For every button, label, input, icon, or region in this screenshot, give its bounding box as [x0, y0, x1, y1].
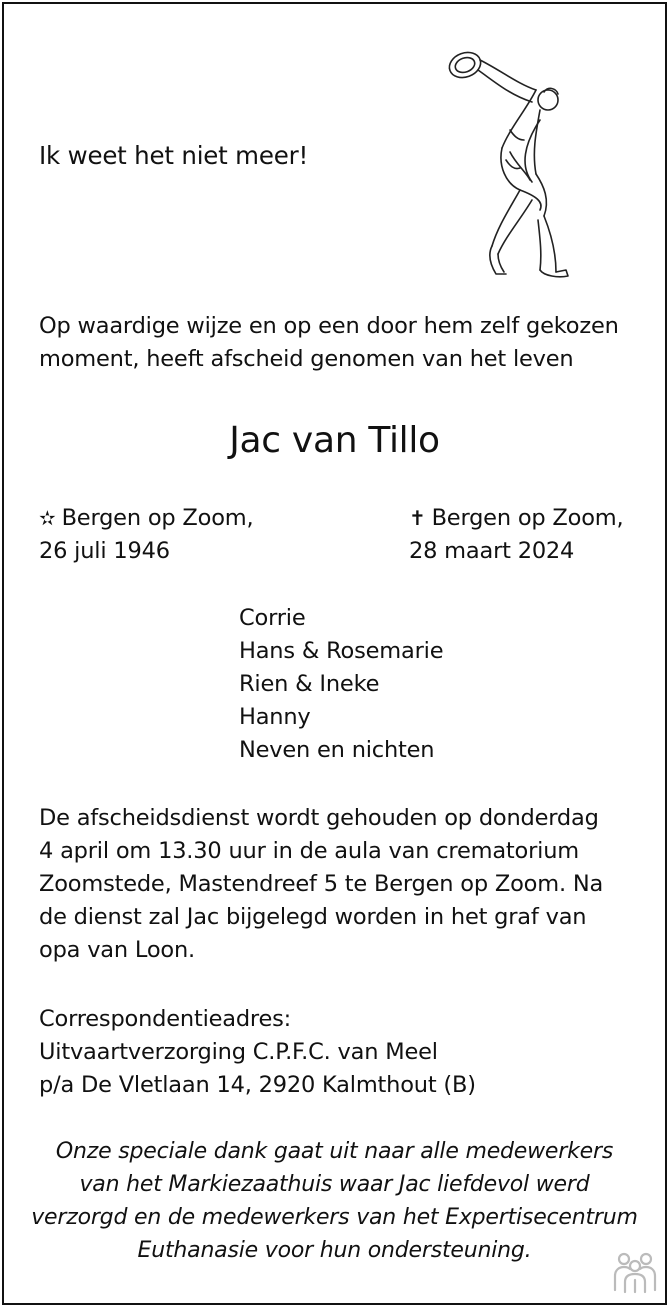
death-block [409, 502, 623, 568]
family-member: Corrie [239, 605, 306, 631]
service-line: De afscheidsdienst wordt gehouden op donderdag [39, 805, 599, 831]
discus-thrower-illustration [440, 40, 570, 280]
service-line: Zoomstede, Mastendreef 5 te Bergen op Zoom. Na [39, 871, 604, 897]
family-member: Neven en nichten [239, 737, 435, 763]
intro-paragraph [39, 310, 619, 376]
deceased-name: Jac van Tillo [229, 420, 440, 461]
thanks-paragraph [0, 1135, 669, 1267]
cross-icon: ✝ [409, 506, 426, 530]
people-group-icon [610, 1250, 660, 1294]
thanks-line: verzorgd en de medewerkers van het Expertisecentrum [31, 1205, 638, 1230]
service-line: de dienst zal Jac bijgelegd worden in het graf van [39, 904, 587, 930]
star-icon: ✫ [39, 506, 56, 530]
death-place: Bergen op Zoom, [431, 505, 624, 531]
service-line: opa van Loon. [39, 937, 195, 963]
death-date: 28 maart 2024 [409, 538, 575, 564]
correspondence-line: Correspondentieadres: [39, 1006, 292, 1032]
thanks-line: Euthanasie voor hun ondersteuning. [137, 1238, 532, 1263]
birth-place: Bergen op Zoom, [61, 505, 254, 531]
correspondence-line: Uitvaartverzorging C.P.F.C. van Meel [39, 1039, 438, 1065]
family-list [239, 602, 443, 767]
family-member: Hans & Rosemarie [239, 638, 444, 664]
service-paragraph [39, 802, 603, 967]
correspondence-address [39, 1003, 476, 1102]
intro-line: Op waardige wijze en op een door hem zelf gekozen [39, 313, 619, 339]
service-line: 4 april om 13.30 uur in de aula van crematorium [39, 838, 580, 864]
correspondence-line: p/a De Vletlaan 14, 2920 Kalmthout (B) [39, 1072, 476, 1098]
intro-line: moment, heeft afscheid genomen van het leven [39, 346, 574, 372]
family-member: Rien & Ineke [239, 671, 380, 697]
family-member: Hanny [239, 704, 311, 730]
opening-line: Ik weet het niet meer! [39, 141, 309, 170]
thanks-line: van het Markiezaathuis waar Jac liefdevol werd [79, 1172, 590, 1197]
thanks-line: Onze speciale dank gaat uit naar alle medewerkers [55, 1139, 614, 1164]
birth-block [39, 502, 253, 568]
birth-date: 26 juli 1946 [39, 538, 170, 564]
